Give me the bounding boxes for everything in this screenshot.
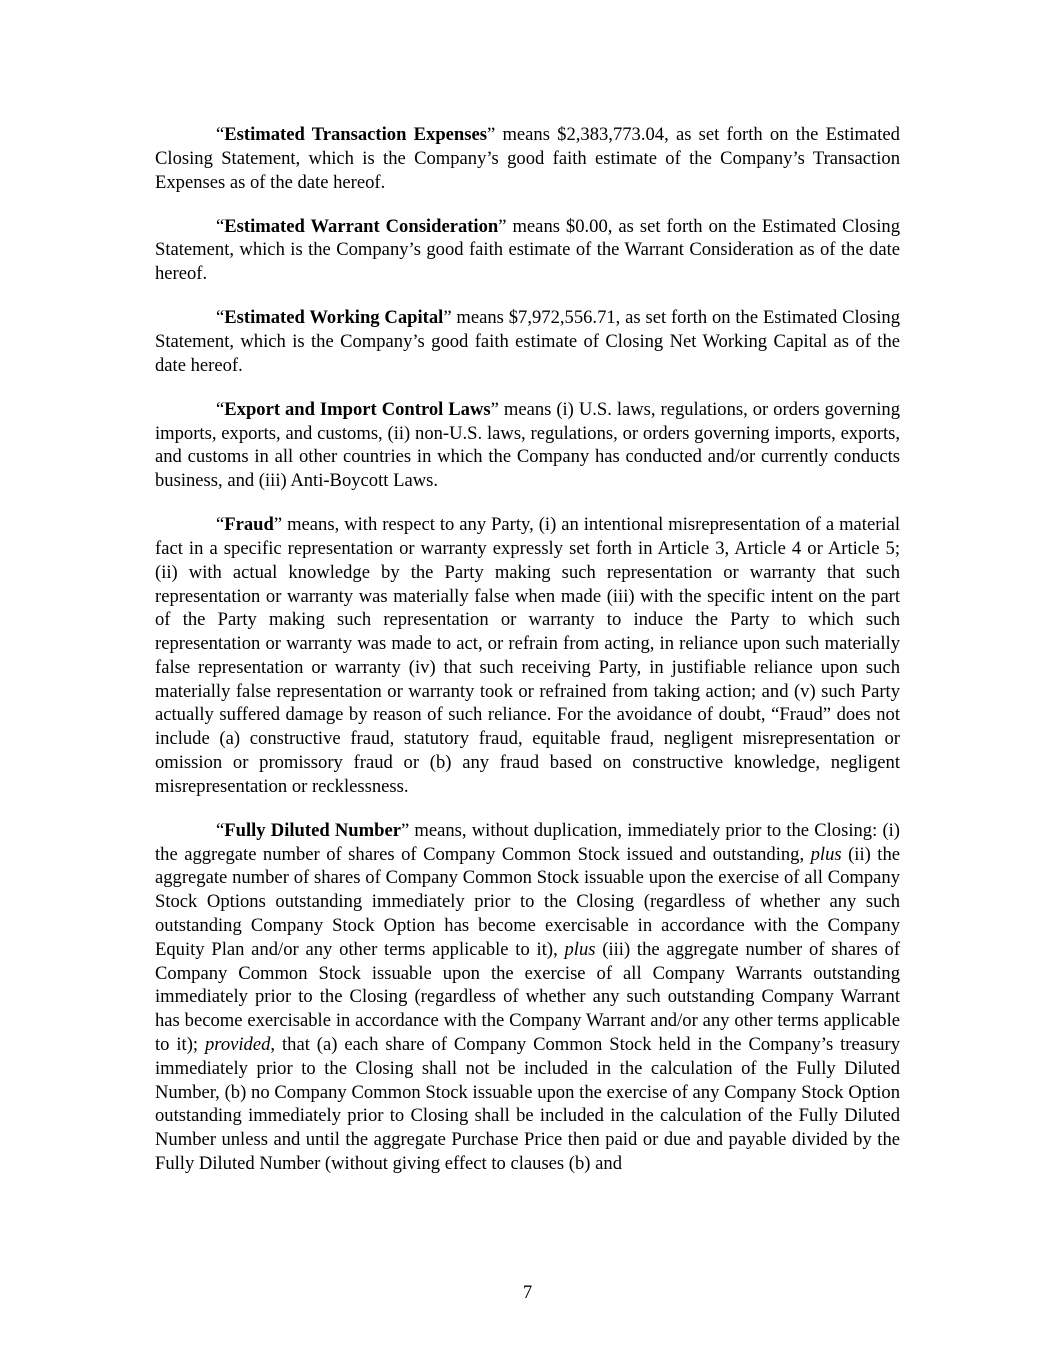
definition-text: (iii) the aggregate number of shares of Company Common Stock issuable upon the exercise of all Company Warrants outstanding immediately prior to the Closing (regardless of whether any such outstanding Company Warrant has become exercisable in accordance with the Company Warrant and/or any other terms applicable to it);: [155, 938, 901, 1056]
definition-fraud: [155, 513, 900, 799]
italic-plus: plus: [810, 843, 842, 865]
definition-fully-diluted-number: [155, 819, 900, 1176]
open-quote: “: [216, 124, 225, 145]
italic-plus: plus: [564, 938, 596, 960]
definition-estimated-working-capital: [155, 306, 900, 377]
definition-estimated-warrant-consideration: [155, 215, 900, 286]
defined-term: Export and Import Control Laws: [224, 398, 491, 420]
definition-text: , that (a) each share of Company Common Stock held in the Company’s treasury immediately prior to the Closing shall not be included in the calculation of the Fully Diluted Number, (b) no Company Common Stock issuable upon the exercise of any Company Stock Option outstanding immediately prior to Closing shall be included in the calculation of the Fully Diluted Number unless and until the aggregate Purchase Price then paid or due and payable divided by the Fully Diluted Number (without giving effect to clauses (b) and: [155, 1034, 900, 1175]
defined-term: Fraud: [224, 514, 274, 536]
definition-text: ” means, with respect to any Party, (i) an intentional misrepresentation of a material fact in a specific representation or warranty expressly set forth in Article 3, Article 4 or Article 5; (ii) with actual knowledge by the Party making such representation or warranty that such representation or warranty was materially false when made (iii) with the specific intent on the part of the Party making such representation or warranty to induce the Party to which such representation or warranty was made to act, or refrain from acting, in reliance upon such materially false representation or warranty (iv) that such receiving Party, in justifiable reliance upon such materially false representation or warranty took or refrained from taking action; and (v) such Party actually suffered damage by reason of such reliance. For the avoidance of doubt, “Fraud” does not include (a) constructive fraud, statutory fraud, equitable fraud, negligent misrepresentation or omission or promissory fraud or (b) any fraud based on constructive knowledge, negligent misrepresentation or recklessness.: [155, 514, 900, 797]
page-number: 7: [522, 1282, 533, 1303]
open-quote: “: [216, 398, 225, 420]
definition-text: ” means $7,972,556.71, as set forth on the Estimated Closing Statement, which is the Company’s good faith estimate of Closing Net Working Capital as of the date hereof.: [155, 307, 900, 376]
definition-text: ” means (i) U.S. laws, regulations, or orders governing imports, exports, and customs, (ii) non-U.S. laws, regulations, or orders governing imports, exports, and customs in all other countries in which the Company has conducted and/or currently conducts business, and (iii) Anti-Boycott Laws.: [155, 398, 900, 492]
open-quote: “: [216, 307, 225, 329]
defined-term: Estimated Warrant Consideration: [224, 215, 499, 237]
open-quote: “: [216, 819, 225, 841]
definition-text: (ii) the aggregate number of shares of Company Common Stock issuable upon the exercise of all Company Stock Options outstanding immediately prior to the Closing (regardless of whether any such outstanding Company Stock Option has become exercisable in accordance with the Company Equity Plan and/or any other terms applicable to it),: [155, 843, 901, 960]
open-quote: “: [216, 215, 225, 237]
definition-export-import-control-laws: [155, 398, 900, 493]
definition-estimated-transaction-expenses: [155, 123, 900, 194]
defined-term: Fully Diluted Number: [224, 819, 401, 841]
definition-text: ” means $2,383,773.04, as set forth on the Estimated Closing Statement, which is the Company’s good faith estimate of the Company’s Transaction Expenses as of the date hereof.: [155, 124, 900, 193]
definition-text: ” means $0.00, as set forth on the Estimated Closing Statement, which is the Company’s good faith estimate of the Warrant Consideration as of the date hereof.: [155, 215, 901, 285]
definition-text: ” means, without duplication, immediately prior to the Closing: (i) the aggregate number of shares of Company Common Stock issued and outstanding,: [155, 819, 900, 865]
italic-provided: provided: [205, 1034, 271, 1056]
defined-term: Estimated Transaction Expenses: [224, 124, 487, 145]
open-quote: “: [216, 514, 225, 536]
defined-term: Estimated Working Capital: [224, 307, 444, 329]
document-page: [155, 123, 900, 1196]
